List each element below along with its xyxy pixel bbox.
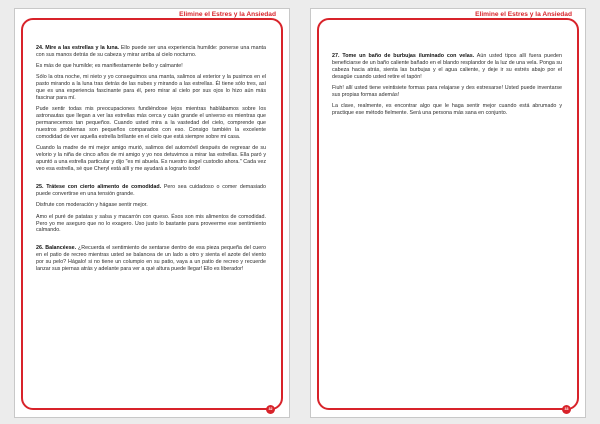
page-number-badge: 33: [562, 405, 571, 414]
header-title: Elimine el Estres y la Ansiedad: [472, 11, 575, 18]
header-title: Elimine el Estres y la Ansiedad: [176, 11, 279, 18]
right-page-content: [332, 53, 562, 121]
page-number-badge: 32: [266, 405, 275, 414]
left-page: [14, 8, 290, 418]
section-title-26: 26. Balancéese.: [36, 245, 77, 252]
paragraph: Cuando la madre de mi mejor amigo murió, salimos del automóvil después de regresar de su velorio y la niña de cinco años de mi amigo y yo nos detuvimos a mirar las estrellas. Ella paró y apuntó a una estrella particular y dijo "es mi abuela. Es nuestro ángel custodio ahora." Cada vez veo esa estrella, sé que Cheryl está allí y me ayudará a lograrlo todo!: [36, 145, 266, 173]
paragraph: La clave, realmente, es encontrar algo que le haga sentir mejor cuando está abrumado y practique ese método fielmente. Será una persona más sana en conjunto.: [332, 103, 562, 117]
paragraph-text: Ello puede ser una experiencia humilde: ponerse una manta con sus manos detrás de su cabeza y mirar arriba al cielo nocturno.: [36, 45, 267, 58]
paragraph: Amo el puré de patatas y salsa y macarrón con queso. Ésos son mis alimentos de comodidad. Pero yo me aseguro que no lo exagero. Uso justo lo bastante para proveerme ese sentimiento calmando.: [36, 213, 266, 234]
section-title-27: 27. Tome un baño de burbujas iluminado con velas.: [332, 53, 475, 59]
paragraph: [36, 184, 266, 198]
paragraph-text: Pero sea cuidadoso o comer demasiado puede convertirse en una tensión grande.: [36, 184, 266, 198]
right-page: [310, 8, 586, 418]
paragraph: Es más de que humilde; es manifiestamente bello y calmante!: [36, 63, 183, 70]
paragraph: Pude sentir todas mis preocupaciones fundiéndose lejos mientras hablábamos sobre los astronautas que llegan a ver las estrellas más cerca y cuán grande el universo es mientras que permanecemos tan pequeños. Cuando usted mira a la vastedad del cielo, comprende que nuestros problemas son pequeños comparados con eso. Consigo también la excelente comodidad de ver aquella estrella brillante en el cielo que está siempre sobre mi casa.: [36, 106, 266, 141]
paragraph: Disfrute con moderación y hágase sentir mejor.: [36, 202, 148, 209]
paragraph-text: Aún usted tipos allí fuera pueden beneficiarse de un baño caliente bañado en el blando resplandor de la luz de una vela. Ponga su cabeza hacia atrás, sienta las burbujas y el agua caliente, y deje ir su estrés abajo por el desagüe cuando usted retire el tapón!: [332, 53, 562, 80]
section-title-24: 24. Mire a las estrellas y la luna.: [36, 45, 120, 51]
paragraph: Sólo la otra noche, mi nieto y yo conseguimos una manta, salimos al exterior y la pusimos en el pasto mirando a la luna tras detrás de las nubes y mirando a las estrellas. Él tiene sólo tres, así que es una experiencia fascinante para él, pero mirar al cielo por sus ojos lo hizo aún más fascinar para mí.: [36, 74, 266, 102]
left-page-content: [36, 45, 266, 277]
paragraph: Fiuh! allí usted tiene veintisiete formas para relajarse y des estresarse! Usted puede inventarse sus propias formas además!: [332, 85, 562, 98]
paragraph-text: ¿Recuerda el sentimiento de sentarse dentro de esa pieza pequeña del cuero en el patio de recreo mientras usted se balancea de un lado a otro y sienta el azote del viento por su pelo? Hágalo! si no tiene un columpio en su patio, vaya a un patio de recreo y recuerde lanzar sus piernas atrás y adelante para ver a qué altura puede llegar! Ello es liberador!: [36, 245, 266, 273]
paragraph: [36, 45, 266, 59]
paragraph: [36, 245, 266, 273]
section-title-25: 25. Trátese con cierto alimento de comodidad.: [36, 184, 162, 191]
paragraph: [332, 53, 562, 81]
